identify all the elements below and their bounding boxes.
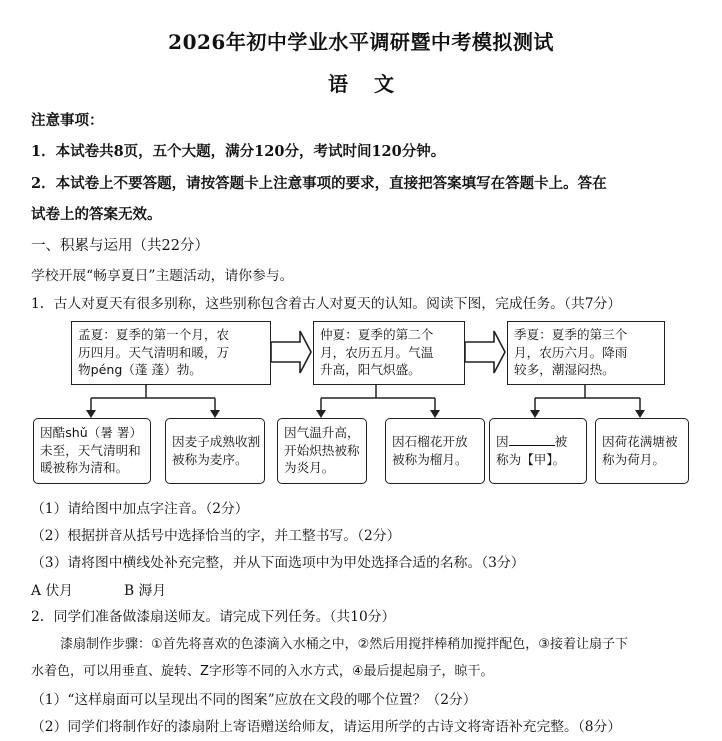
leaf-jia-prefix: 因 (496, 434, 509, 449)
box-zhongxia (313, 321, 465, 385)
question-2-2: （2）同学们将制作好的漆扇附上寄语赠送给师友，请运用所学的古诗文将寄语补充完整。（8分） (31, 719, 622, 735)
box-zhongxia-line-3: 升高，阳气炽盛。 (320, 362, 421, 377)
question-1-2: （2）根据拼音从括号中选择恰当的字，并工整书写。（2分） (31, 528, 401, 544)
question-2-1: （1）“这样扇面可以呈现出不同的图案”应放在文段的哪个位置？（2分） (31, 692, 477, 708)
notes-item-2-line-2: 试卷上的答案无效。 (31, 206, 162, 223)
tree-connector-1 (91, 384, 215, 414)
box-mengxia (71, 321, 271, 385)
box-jixia-line-2: 月，农历六月。降雨 (514, 344, 628, 360)
leaf-maixu-line-1: 因麦子成熟收割 (172, 434, 261, 449)
option-b: B 溽月 (124, 583, 167, 599)
tree-arrowheads-1 (86, 410, 220, 418)
leaf-qinghe-line-2: 未至，天气清明和 (40, 442, 141, 458)
box-mengxia-line-3: 物péng（蓬 蓬）勃。 (78, 362, 202, 377)
leaf-yanyue-line-3: 为炎月。 (284, 460, 335, 475)
leaf-yanyue-line-2: 开始炽热被称 (284, 442, 360, 458)
fill-in-blank[interactable] (509, 433, 555, 446)
tree-connector-3 (535, 384, 640, 414)
section-heading: 一、积累与运用（共22分） (31, 238, 209, 254)
leaf-maixu-line-2: 被称为麦序。 (172, 451, 248, 467)
section-intro: 学校开展“畅享夏日”主题活动，请你参与。 (31, 268, 294, 284)
question-1-3: （3）请将图中横线处补充完整，并从下面选项中为甲处选择合适的名称。（3分） (31, 555, 525, 571)
leaf-heyue-line-2: 称为荷月。 (602, 451, 665, 467)
flow-arrow-1 (271, 331, 311, 373)
option-a: A 伏月 (31, 583, 73, 599)
leaf-heyue (595, 418, 689, 484)
leaf-liuyue-line-1: 因石榴花开放 (392, 434, 468, 449)
leaf-yanyue-line-1: 因气温升高， (284, 425, 360, 440)
leaf-qinghe-line-1: 因酷shǔ（暑 署） (40, 425, 143, 440)
box-jixia (507, 321, 665, 385)
leaf-jia-line-1 (496, 433, 580, 451)
tree-arrowheads-2 (316, 410, 440, 418)
box-jixia-line-3: 较多，潮湿闷热。 (514, 362, 615, 377)
box-jixia-line-1: 季夏：夏季的第三个 (514, 327, 628, 342)
notes-heading: 注意事项： (31, 112, 104, 129)
leaf-maixu (165, 418, 265, 484)
notes-item-1: 1．本试卷共8页，五个大题，满分120分，考试时间120分钟。 (31, 143, 446, 160)
leaf-jia-line-2: 称为【甲】。 (496, 451, 566, 467)
leaf-qinghe-line-3: 暖被称为清和。 (40, 460, 129, 475)
leaf-yanyue (277, 418, 367, 484)
box-mengxia-line-2: 历四月。天气清明和暖，万 (78, 344, 230, 360)
box-mengxia-line-1: 孟夏：夏季的第一个月，农 (78, 327, 230, 342)
question-1-1: （1）请给图中加点字注音。（2分） (31, 501, 249, 517)
box-zhongxia-line-2: 月，农历五月。气温 (320, 344, 434, 360)
leaf-jia (489, 418, 587, 484)
steps-line-1: 漆扇制作步骤：①首先将喜欢的色漆滴入水桶之中，②然后用搅拌棒稍加搅拌配色，③接着让扇子下 (60, 637, 628, 652)
exam-title: 2026年初中学业水平调研暨中考模拟测试 (168, 30, 554, 54)
box-zhongxia-line-1: 仲夏：夏季的第二个 (320, 327, 434, 342)
leaf-jia-suffix: 被 (554, 434, 568, 449)
leaf-qinghe (33, 418, 151, 484)
subject-title: 语文 (328, 72, 420, 96)
leaf-heyue-line-1: 因荷花满塘被 (602, 434, 678, 449)
steps-line-2: 水着色，可以用垂直、旋转、Z字形等不同的入水方式，④最后提起扇子，晾干。 (31, 664, 494, 679)
leaf-liuyue-line-2: 被称为榴月。 (392, 451, 468, 467)
leaf-liuyue (385, 418, 485, 484)
notes-item-2-line-1: 2．本试卷上不要答题，请按答题卡上注意事项的要求，直接把答案填写在答题卡上。答在 (31, 175, 607, 192)
tree-arrowheads-3 (530, 410, 645, 418)
question-1-stem: 1．古人对夏天有很多别称，这些别称包含着古人对夏天的认知。阅读下图，完成任务。（共7分） (31, 296, 622, 312)
question-2-stem: 2．同学们准备做漆扇送师友。请完成下列任务。（共10分） (31, 609, 396, 625)
flow-arrow-2 (465, 331, 505, 373)
tree-connector-2 (321, 384, 435, 414)
